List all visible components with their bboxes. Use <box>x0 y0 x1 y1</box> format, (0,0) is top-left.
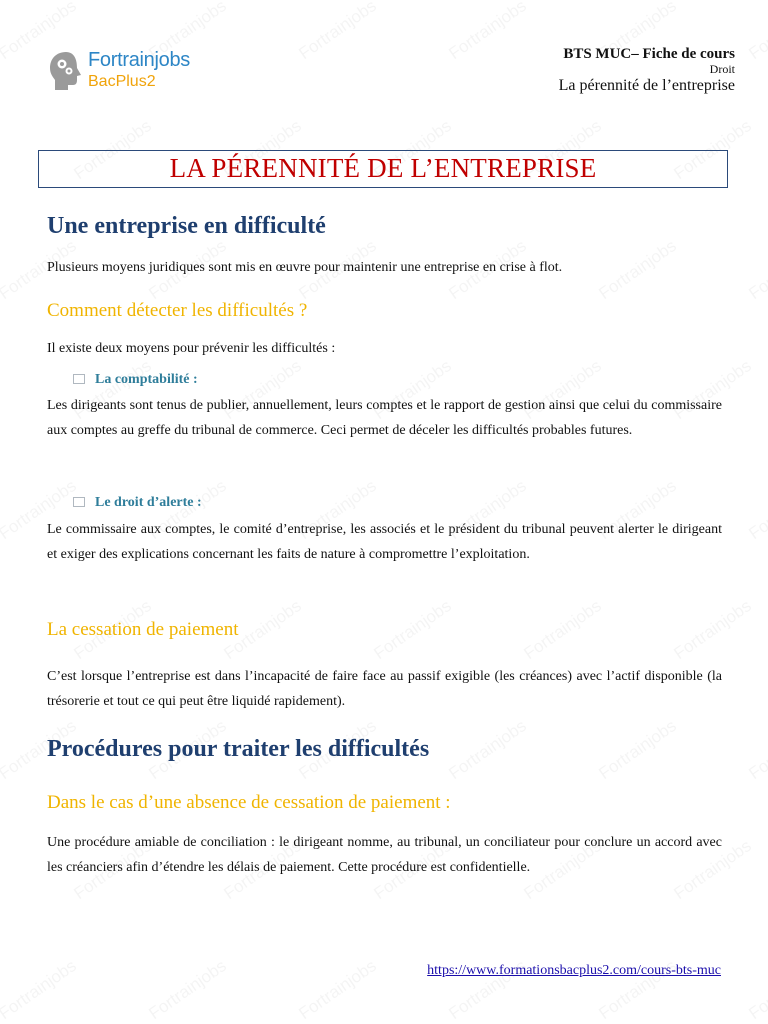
droit-alerte-paragraph: Le commissaire aux comptes, le comité d’entreprise, les associés et le président du tribunal peuvent alerter le dirigeant et exiger des explications concernant les faits de nature à compromettre l’exploitation. <box>47 522 722 562</box>
section-heading-difficulty: Une entreprise en difficulté <box>47 213 326 239</box>
subheading-detect: Comment détecter les difficultés ? <box>47 300 308 321</box>
header-subject: Droit <box>709 62 735 77</box>
cessation-paragraph: C’est lorsque l’entreprise est dans l’incapacité de faire face au passif exigible (les créances) avec l’actif disponible (la trésorerie et tout ce qui peut être liquidé rapidement). <box>47 669 722 709</box>
comptabilite-paragraph: Les dirigeants sont tenus de publier, annuellement, leurs comptes et le rapport de gestion ainsi que celui du commissaire aux comptes au greffe du tribunal de commerce. Ceci permet de déceler les difficultés probables futures. <box>47 398 722 438</box>
bullet-label: Le droit d’alerte : <box>95 495 202 510</box>
bullet-droit-alerte <box>73 495 202 511</box>
bullet-box-icon <box>73 497 85 507</box>
subheading-cessation: La cessation de paiement <box>47 619 239 640</box>
detect-intro: Il existe deux moyens pour prévenir les difficultés : <box>47 341 336 356</box>
bullet-comptabilite <box>73 372 198 388</box>
header-topic: La pérennité de l’entreprise <box>558 77 735 95</box>
bullet-label: La comptabilité : <box>95 372 198 387</box>
document-header <box>559 46 735 95</box>
logo-name: Fortrainjobs <box>88 49 190 71</box>
footer-link[interactable]: https://www.formationsbacplus2.com/cours-bts-muc <box>427 963 721 978</box>
header-title: BTS MUC– Fiche de cours <box>563 46 735 62</box>
subheading-absence-cessation: Dans le cas d’une absence de cessation de paiement : <box>47 792 451 813</box>
section-intro: Plusieurs moyens juridiques sont mis en œuvre pour maintenir une entreprise en crise à flot. <box>47 260 563 275</box>
logo-subtitle: BacPlus2 <box>88 73 156 90</box>
section-heading-procedures: Procédures pour traiter les difficultés <box>47 736 430 762</box>
page-title: LA PÉRENNITÉ DE L’ENTREPRISE <box>38 150 728 188</box>
fortrainjobs-logo <box>48 46 228 98</box>
conciliation-paragraph: Une procédure amiable de conciliation : le dirigeant nomme, au tribunal, un conciliateur pour conclure un accord avec les créanciers afin d’étendre les délais de paiement. Cette procédure est confidentielle. <box>47 835 722 875</box>
head-gears-icon <box>48 50 84 92</box>
bullet-box-icon <box>73 374 85 384</box>
